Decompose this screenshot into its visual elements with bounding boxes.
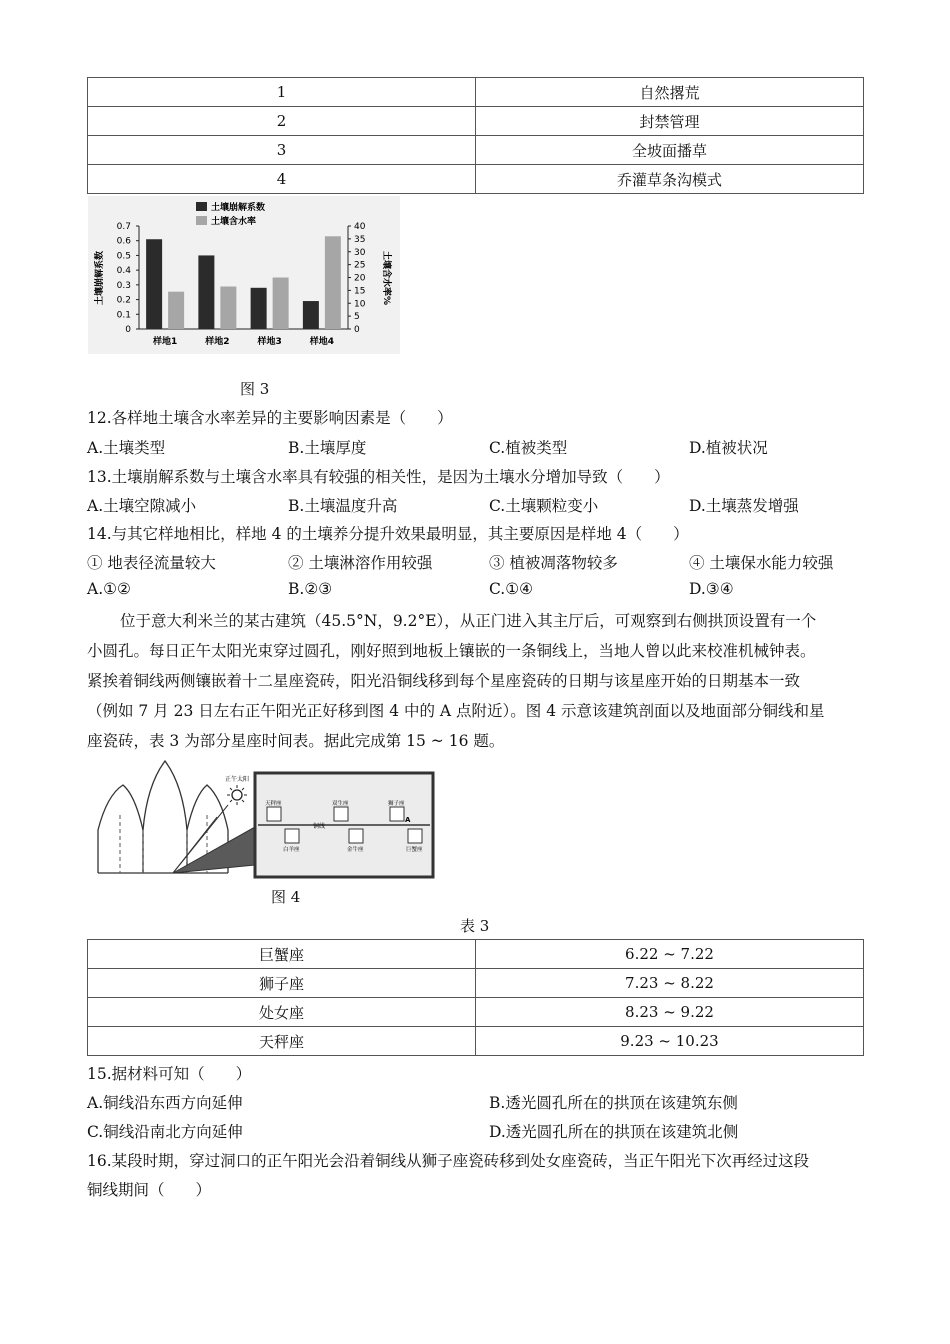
table-row — [88, 1027, 864, 1056]
legend-swatch-moisture — [196, 216, 207, 225]
q12-option-d: D.植被状况 — [689, 439, 768, 457]
y-tick-left: 0.5 — [116, 251, 131, 262]
q12-option-c: C.植被类型 — [489, 439, 568, 457]
y-tick-right: 0 — [354, 325, 360, 335]
q14-option-c: C.①④ — [489, 580, 534, 598]
table-cell: 狮子座 — [88, 969, 476, 998]
tile-label-top: 狮子座 — [388, 801, 405, 807]
q13-option-c: C.土壤颗粒变小 — [489, 497, 599, 515]
tile-aries — [285, 829, 299, 843]
q12-option-a: A.土壤类型 — [87, 439, 166, 457]
q14-option-a: A.①② — [87, 580, 131, 598]
bar-collapse-plot3 — [251, 288, 267, 329]
y-tick-left: 0 — [125, 325, 131, 335]
bar-moisture-plot3 — [273, 278, 289, 330]
q14-statement-1: ① 地表径流量较大 — [87, 554, 216, 572]
table-cell: 巨蟹座 — [88, 940, 476, 969]
question-14-stem: 14.与其它样地相比，样地 4 的土壤养分提升效果最明显，其主要原因是样地 4（ ） — [87, 525, 689, 543]
zodiac-table — [87, 939, 864, 1056]
question-16-line-2: 铜线期间（ ） — [87, 1181, 212, 1199]
table-3-caption: 表 3 — [460, 917, 490, 935]
y-tick-right: 25 — [354, 260, 366, 271]
y-tick-left: 0.1 — [116, 310, 131, 321]
right-tick-labels — [354, 222, 366, 335]
q14-statement-4: ④ 土壤保水能力较强 — [689, 554, 834, 572]
question-12-stem: 12.各样地土壤含水率差异的主要影响因素是（ ） — [87, 409, 453, 427]
table-cell: 6.22 ~ 7.22 — [476, 940, 864, 969]
bar-collapse-plot2 — [198, 255, 214, 329]
y-axis-left-title: 土壤崩解系数 — [95, 250, 105, 306]
soil-mode-table — [87, 77, 864, 194]
passage-line-3: 紧挨着铜线两侧镶嵌着十二星座瓷砖，阳光沿铜线移到每个星座瓷砖的日期与该星座开始的日期基本一致 — [87, 672, 801, 690]
y-tick-left: 0.2 — [116, 295, 131, 306]
q13-option-b: B.土壤温度升高 — [288, 497, 398, 515]
figure-4-caption: 图 4 — [271, 888, 301, 906]
q14-statement-3: ③ 植被凋落物较多 — [489, 554, 618, 572]
left-tick-labels — [117, 222, 132, 335]
figure-3-caption: 图 3 — [240, 380, 270, 398]
tile-libra — [267, 807, 281, 821]
y-tick-right: 5 — [354, 312, 360, 323]
legend-swatch-collapse — [196, 202, 207, 211]
tile-taurus — [349, 829, 363, 843]
passage-line-5: 座瓷砖，表 3 为部分星座时间表。据此完成第 15 ~ 16 题。 — [87, 732, 505, 750]
passage-line-1: 位于意大利米兰的某古建筑（45.5°N，9.2°E），从正门进入其主厅后，可观察到右侧拱顶设置有一个 — [120, 612, 817, 630]
bar-collapse-plot4 — [303, 301, 319, 329]
figure-4-diagram — [95, 755, 440, 880]
x-tick-label: 样地4 — [309, 337, 335, 347]
table-cell: 7.23 ~ 8.22 — [476, 969, 864, 998]
table-cell: 4 — [88, 165, 476, 194]
tile-label-bottom: 金牛座 — [347, 847, 364, 853]
copper-label: 铜线 — [313, 823, 326, 830]
q15-option-b: B.透光圆孔所在的拱顶在该建筑东侧 — [489, 1094, 738, 1112]
q14-statement-2: ② 土壤淋溶作用较强 — [288, 554, 433, 572]
table-cell: 9.23 ~ 10.23 — [476, 1027, 864, 1056]
y-tick-right: 10 — [354, 299, 366, 310]
zoom-wedge — [173, 827, 255, 873]
q15-option-d: D.透光圆孔所在的拱顶在该建筑北侧 — [489, 1123, 739, 1141]
y-tick-right: 35 — [354, 234, 366, 245]
bar-moisture-plot2 — [220, 287, 236, 329]
arch-center — [143, 761, 187, 873]
x-tick-label: 样地3 — [257, 337, 282, 347]
table-row — [88, 165, 864, 194]
bar-moisture-plot1 — [168, 292, 184, 329]
sun-label: 正午太阳 — [225, 776, 250, 783]
y-tick-left: 0.7 — [116, 222, 131, 232]
q13-option-a: A.土壤空隙减小 — [87, 497, 197, 515]
y-tick-right: 15 — [354, 286, 366, 297]
table-row — [88, 78, 864, 107]
question-16-line-1: 16.某段时期，穿过洞口的正午阳光会沿着铜线从狮子座瓷砖移到处女座瓷砖，当正午阳光下次再经过这段 — [87, 1152, 810, 1170]
question-13-stem: 13.土壤崩解系数与土壤含水率具有较强的相关性，是因为土壤水分增加导致（ ） — [87, 468, 670, 486]
table-cell: 8.23 ~ 9.22 — [476, 998, 864, 1027]
table-cell: 自然撂荒 — [476, 78, 864, 107]
table-cell: 天秤座 — [88, 1027, 476, 1056]
table-cell: 3 — [88, 136, 476, 165]
table-cell: 乔灌草条沟模式 — [476, 165, 864, 194]
q15-option-c: C.铜线沿南北方向延伸 — [87, 1123, 243, 1141]
tile-label-bottom: 白羊座 — [283, 847, 300, 853]
tile-label-top: 天秤座 — [265, 801, 282, 807]
q12-option-b: B.土壤厚度 — [288, 439, 367, 457]
table-row — [88, 998, 864, 1027]
tile-cancer — [408, 829, 422, 843]
figure-3-chart — [88, 196, 400, 354]
y-tick-right: 30 — [354, 247, 366, 258]
table-row — [88, 136, 864, 165]
table-cell: 处女座 — [88, 998, 476, 1027]
sun-icon — [232, 790, 242, 800]
table-cell: 封禁管理 — [476, 107, 864, 136]
q13-option-d: D.土壤蒸发增强 — [689, 497, 799, 515]
y-tick-left: 0.6 — [116, 236, 131, 247]
bar-collapse-plot1 — [146, 239, 162, 329]
table-cell: 全坡面播草 — [476, 136, 864, 165]
tile-label-top: 双生座 — [332, 801, 349, 807]
y-axis-right-title: 土壤含水率% — [381, 250, 391, 306]
table-row — [88, 940, 864, 969]
passage-line-2: 小圆孔。每日正午太阳光束穿过圆孔，刚好照到地板上镶嵌的一条铜线上，当地人曾以此来校准机械钟表。 — [87, 642, 816, 660]
bar-moisture-plot4 — [325, 236, 341, 329]
x-tick-label: 样地1 — [152, 337, 178, 347]
table-cell: 2 — [88, 107, 476, 136]
y-tick-left: 0.4 — [116, 266, 131, 277]
y-tick-right: 20 — [354, 273, 366, 284]
sun-rays — [227, 785, 247, 805]
table-row — [88, 107, 864, 136]
tile-leo — [390, 807, 404, 821]
q14-option-b: B.②③ — [288, 580, 333, 598]
question-15-stem: 15.据材料可知（ ） — [87, 1065, 252, 1083]
y-tick-right: 40 — [354, 222, 366, 232]
tile-label-bottom: 巨蟹座 — [406, 847, 423, 853]
x-tick-label: 样地2 — [205, 337, 230, 347]
q15-option-a: A.铜线沿东西方向延伸 — [87, 1094, 243, 1112]
table-row — [88, 969, 864, 998]
tile-gemini — [334, 807, 348, 821]
y-tick-left: 0.3 — [116, 280, 131, 291]
legend-label-moisture: 土壤含水率 — [211, 217, 257, 227]
legend-label-collapse: 土壤崩解系数 — [211, 203, 266, 213]
q14-option-d: D.③④ — [689, 580, 734, 598]
passage-line-4: （例如 7 月 23 日左右正午阳光正好移到图 4 中的 A 点附近）。图 4 示意该建筑剖面以及地面部分铜线和星 — [87, 702, 825, 720]
table-cell: 1 — [88, 78, 476, 107]
point-a-label: A — [405, 816, 411, 824]
